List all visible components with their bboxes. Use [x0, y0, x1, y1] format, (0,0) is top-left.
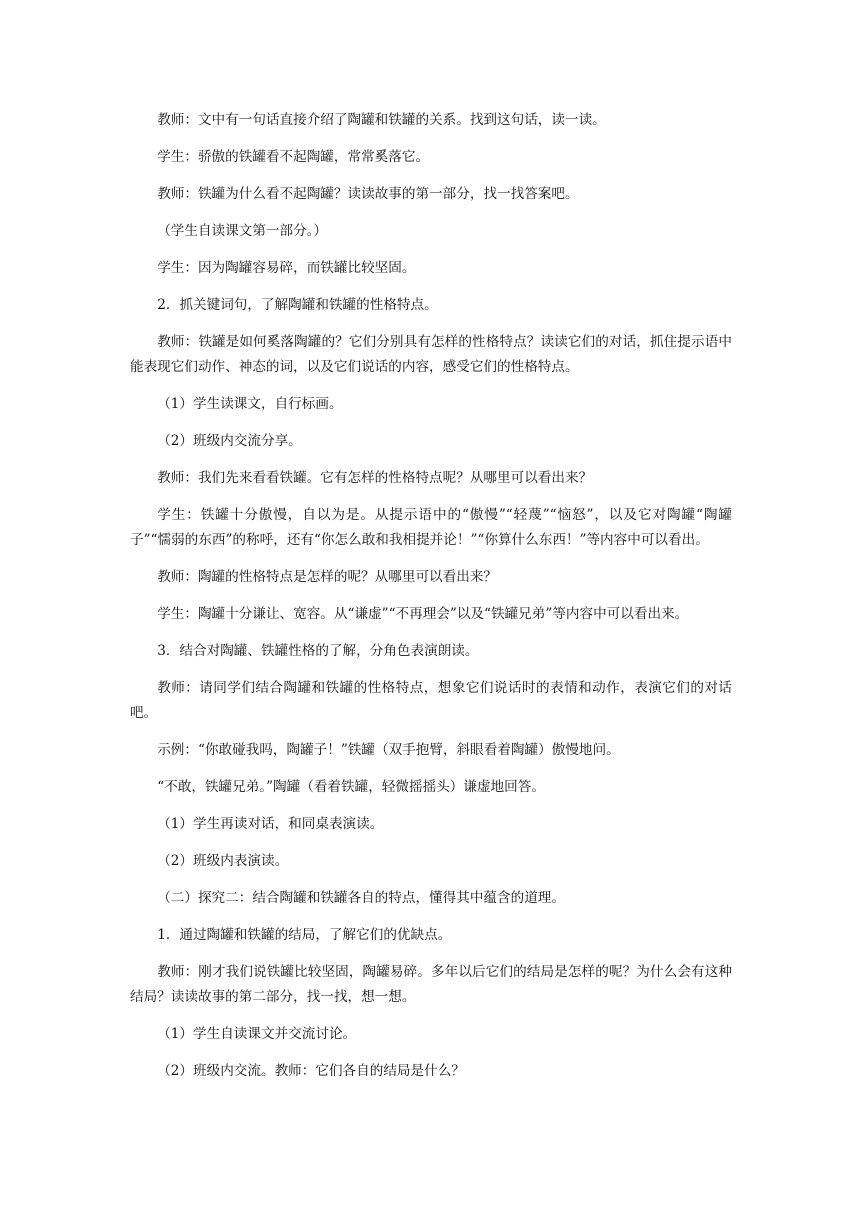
paragraph-8: （1）学生读课文，自行标画。 [157, 396, 343, 412]
paragraph-22: 教师：刚才我们说铁罐比较坚固，陶罐易碎。多年以后它们的结局是怎样的呢？为什么会有这种结局？读读故事的第二部分，找一找，想一想。 [130, 964, 732, 1005]
paragraph-4: （学生自读课文第一部分。） [157, 223, 328, 239]
paragraph-9: （2）班级内交流分享。 [157, 433, 302, 449]
paragraph-6: 2．抓关键词句，了解陶罐和铁罐的性格特点。 [157, 297, 438, 313]
paragraph-18: （1）学生再读对话，和同桌表演读。 [157, 816, 384, 832]
paragraph-1: 教师：文中有一句话直接介绍了陶罐和铁罐的关系。找到这句话，读一读。 [157, 112, 606, 128]
paragraph-13: 学生：陶罐十分谦让、宽容。从“谦虚”“不再理会”以及“铁罐兄弟”等内容中可以看出来。 [157, 606, 689, 622]
paragraph-3: 教师：铁罐为什么看不起陶罐？读读故事的第一部分，找一找答案吧。 [157, 186, 579, 202]
paragraph-5: 学生：因为陶罐容易碎，而铁罐比较坚固。 [157, 260, 416, 276]
paragraph-21: 1．通过陶罐和铁罐的结局，了解它们的优缺点。 [157, 927, 452, 943]
paragraph-14: 3．结合对陶罐、铁罐性格的了解，分角色表演朗读。 [157, 643, 479, 659]
paragraph-24: （2）班级内交流。教师：它们各自的结局是什么？ [157, 1063, 465, 1079]
paragraph-7: 教师：铁罐是如何奚落陶罐的？它们分别具有怎样的性格特点？读读它们的对话，抓住提示语中能表现它们动作、神态的词，以及它们说话的内容，感受它们的性格特点。 [130, 334, 732, 375]
paragraph-16: 示例：“你敢碰我吗，陶罐子！”铁罐（双手抱臂，斜眼看着陶罐）傲慢地问。 [157, 742, 620, 758]
paragraph-10: 教师：我们先来看看铁罐。它有怎样的性格特点呢？从哪里可以看出来？ [157, 470, 593, 486]
paragraph-17: “不敢，铁罐兄弟。”陶罐（看着铁罐，轻微摇摇头）谦虚地回答。 [157, 779, 545, 795]
paragraph-23: （1）学生自读课文并交流讨论。 [157, 1026, 357, 1042]
paragraph-15: 教师：请同学们结合陶罐和铁罐的性格特点，想象它们说话时的表情和动作，表演它们的对话吧。 [130, 680, 732, 721]
paragraph-2: 学生：骄傲的铁罐看不起陶罐，常常奚落它。 [157, 149, 430, 165]
paragraph-20: （二）探究二：结合陶罐和铁罐各自的特点，懂得其中蕴含的道理。 [157, 890, 565, 906]
document-body [130, 108, 732, 1096]
paragraph-12: 教师：陶罐的性格特点是怎样的呢？从哪里可以看出来？ [157, 569, 498, 585]
paragraph-19: （2）班级内表演读。 [157, 853, 289, 869]
paragraph-11: 学生：铁罐十分傲慢，自以为是。从提示语中的“傲慢”“轻蔑”“恼怒”，以及它对陶罐“陶罐子”“懦弱的东西”的称呼，还有“你怎么敢和我相提并论！”“你算什么东西！”等内容中可以看出。 [130, 507, 732, 548]
